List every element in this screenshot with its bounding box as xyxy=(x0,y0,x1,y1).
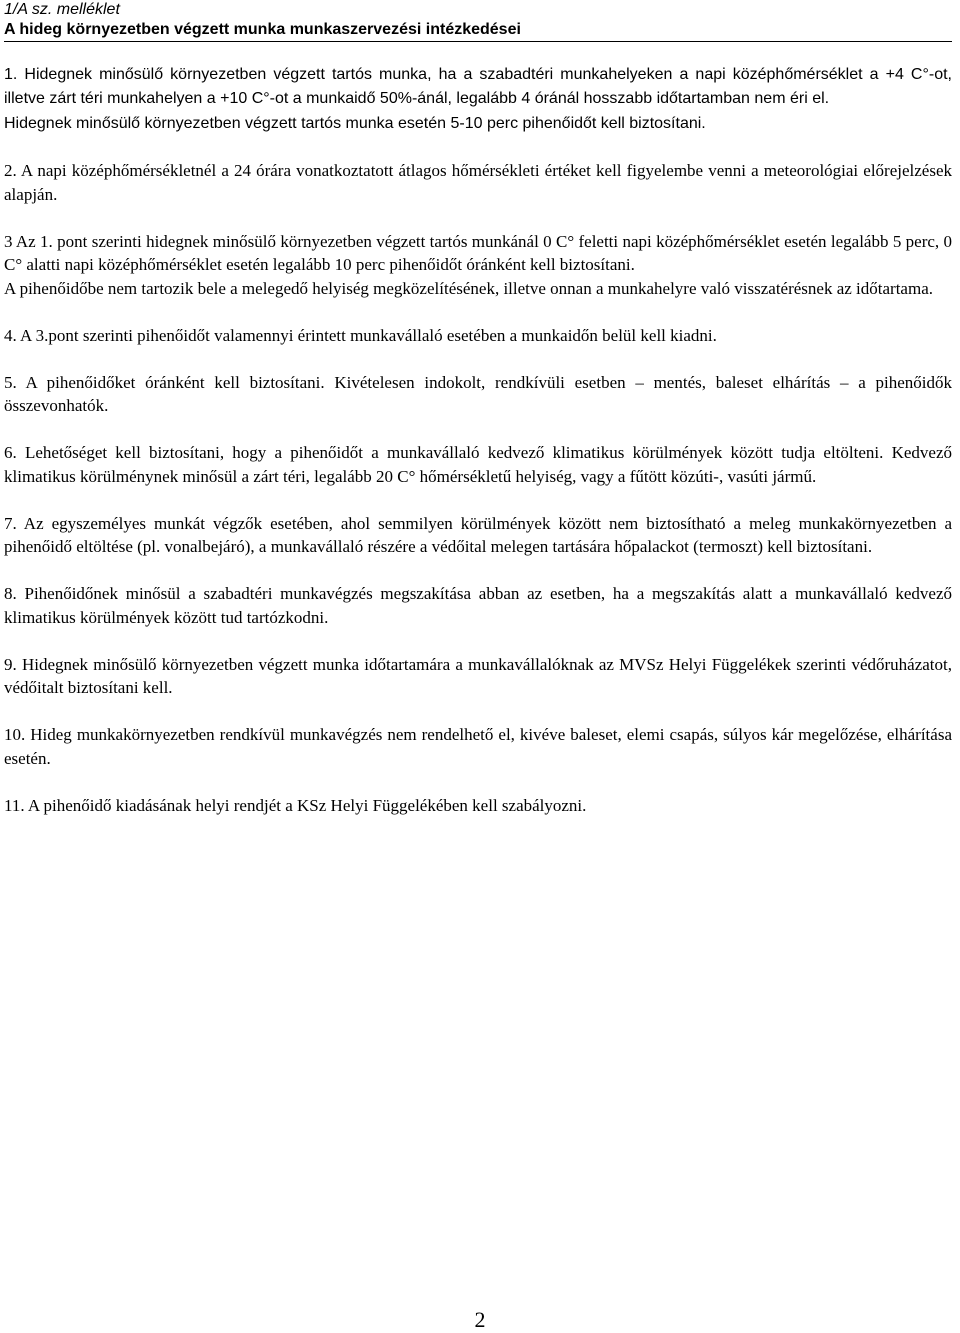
paragraph-8: 8. Pihenőidőnek minősül a szabadtéri munkavégzés megszakítása abban az esetben, ha a megszakítás alatt a munkavállaló kedvező klimatikus körülmények között tud tartózkodni. xyxy=(4,584,952,627)
paragraph-10: 10. Hideg munkakörnyezetben rendkívül munkavégzés nem rendelhető el, kivéve baleset, elemi csapás, súlyos kár megelőzése, elhárítása esetén. xyxy=(4,725,952,768)
page-header xyxy=(4,0,952,42)
paragraph-9: 9. Hidegnek minősülő környezetben végzett munka időtartamára a munkavállalóknak az MVSz Helyi Függelékek szerinti védőruházatot, védőitalt biztosítani kell. xyxy=(4,654,952,697)
page-number: 2 xyxy=(474,1307,486,1332)
paragraph-3-note: A pihenőidőbe nem tartozik bele a melegedő helyiség megközelítésének, illetve onnan a munkahelyre való visszatérésnek az időtartama. xyxy=(4,278,933,298)
document-page xyxy=(4,0,952,817)
paragraph-6: 6. Lehetőséget kell biztosítani, hogy a pihenőidőt a munkavállaló kedvező klimatikus körülmények között tudja eltölteni. Kedvező klimatikus körülménynek minősül a zárt téri, legalább 20 C° hőmérsékletű helyiség, vagy a fűtött közúti-, vasúti jármű. xyxy=(4,443,952,486)
annex-label: 1/A sz. melléklet xyxy=(4,1,120,18)
paragraph-4: 4. A 3.pont szerinti pihenőidőt valamennyi érintett munkavállaló esetében a munkaidőn belül kell kiadni. xyxy=(4,325,717,345)
paragraph-1: 1. Hidegnek minősülő környezetben végzett tartós munka, ha a szabadtéri munkahelyeken a napi középhőmérséklet a +4 C°-ot, illetve zárt téri munkahelyen a +10 C°-ot a munkaidő 50%-ánál, legalább 4 óránál hosszabb időtartamban nem éri el. xyxy=(4,66,952,107)
paragraph-3: 3 Az 1. pont szerinti hidegnek minősülő környezetben végzett tartós munkánál 0 C° feletti napi középhőmérséklet esetén legalább 5 perc, 0 C° alatti napi középhőmérséklet esetén legalább 10 perc pihenőidőt óránként kell biztosítani. xyxy=(4,231,952,274)
paragraph-11: 11. A pihenőidő kiadásának helyi rendjét a KSz Helyi Függelékében kell szabályozni. xyxy=(4,795,587,815)
paragraph-5: 5. A pihenőidőket óránként kell biztosítani. Kivételesen indokolt, rendkívüli esetben – mentés, baleset elhárítás – a pihenőidők összevonhatók. xyxy=(4,372,952,415)
paragraph-1-rest: Hidegnek minősülő környezetben végzett tartós munka esetén 5-10 perc pihenőidőt kell biztosítani. xyxy=(4,115,706,132)
paragraph-7: 7. Az egyszemélyes munkát végzők esetében, ahol semmilyen körülmények között nem biztosítható a meleg munkakörnyezetben a pihenőidő eltöltése (pl. vonalbejáró), a munkavállaló részére a védőital melegen tartására hőpalackot (termoszt) kell biztosítani. xyxy=(4,513,952,556)
document-title: A hideg környezetben végzett munka munkaszervezési intézkedései xyxy=(4,21,521,38)
paragraph-2: 2. A napi középhőmérsékletnél a 24 órára vonatkoztatott átlagos hőmérsékleti értéket kell figyelembe venni a meteorológiai előrejelzések alapján. xyxy=(4,161,952,204)
